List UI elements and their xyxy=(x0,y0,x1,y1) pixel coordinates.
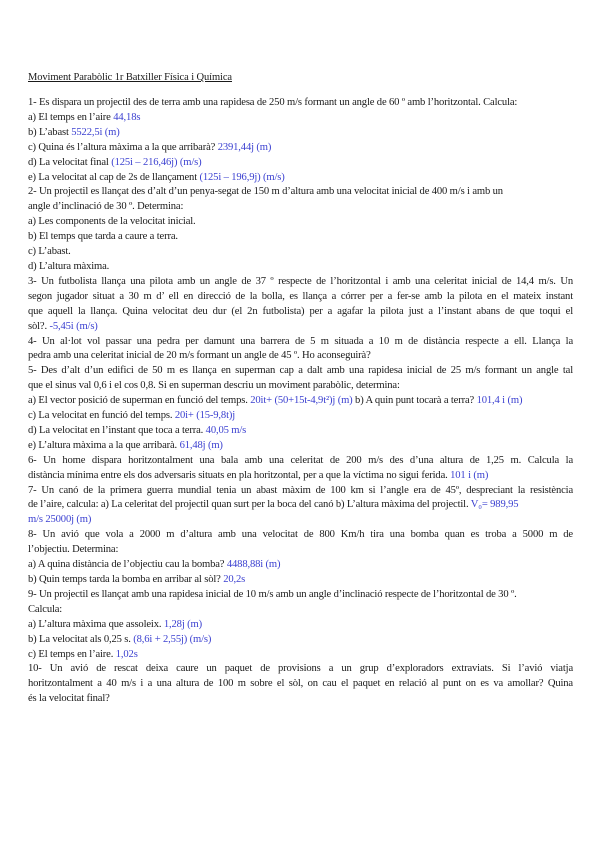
line-text: 10- Un avió de rescat deixa caure un paquet de provisions a un grup d’exploradors extraviats. Si l’avió viatja xyxy=(28,663,573,675)
line-text: a) El temps en l’aire xyxy=(28,111,114,123)
document-title: Moviment Parabòlic 1r Batxiller Física i Química xyxy=(28,72,232,83)
answer-text: 2391,44j (m) xyxy=(217,141,272,153)
answer-text: 5522,5i (m) xyxy=(71,126,120,138)
text-line xyxy=(28,230,573,245)
line-text: l’objectiu. Determina: xyxy=(28,544,119,556)
line-text: horitzontalment a 40 m/s i a una altura de 100 m sobre el sòl, on cau el paquet en relació al punt on es va amollar? Quina xyxy=(28,678,573,690)
text-line xyxy=(28,618,573,633)
text-line xyxy=(28,171,573,186)
answer-text: 61,48j (m) xyxy=(179,439,223,451)
line-text: c) Quina és l’altura màxima a la que arribarà? xyxy=(28,141,218,153)
text-line xyxy=(28,469,573,484)
text-line xyxy=(28,498,573,513)
line-text: e) L’altura màxima a la que arribarà. xyxy=(28,439,180,451)
line-text: b) La velocitat als 0,25 s. xyxy=(28,633,134,645)
line-text: distància mínima entre els dos adversaris situats en pla horitzontal, per a que la víctima no sigui ferida. xyxy=(28,469,451,481)
text-line xyxy=(28,454,573,469)
line-text: és la velocitat final? xyxy=(28,693,110,705)
answer-text: 101 i (m) xyxy=(450,469,489,481)
text-line xyxy=(28,394,573,409)
text-line xyxy=(28,335,573,350)
text-line xyxy=(28,513,573,528)
line-text: 7- Un canó de la primera guerra mundial tenia un abast màxim de 100 km si l’angle era de 45º, despreciant la resistència xyxy=(28,484,573,496)
text-line xyxy=(28,424,573,439)
answer-text: 20i+ (15-9,8t)j xyxy=(174,410,236,422)
text-line xyxy=(28,349,573,364)
line-text: que aquell la llança. Quina velocitat deu dur (el 2n futbolista) per a agafar la pilota just a l’instant abans de que toqui el xyxy=(28,305,573,317)
line-text: 4- Un al·lot vol passar una pedra per damunt una barrera de 5 m situada a 10 m de distància respecte a ell. Llança la xyxy=(28,335,573,347)
line-text: a) Les components de la velocitat inicial. xyxy=(28,216,196,228)
text-line xyxy=(28,677,573,692)
text-line xyxy=(28,245,573,260)
text-line xyxy=(28,96,573,111)
text-line xyxy=(28,305,573,320)
answer-text: (8,6i + 2,55j) (m/s) xyxy=(133,633,212,645)
line-text: 1- Es dispara un projectil des de terra amb una rapidesa de 250 m/s formant un angle de 60 º amb l’horitzontal. Calcula: xyxy=(28,97,518,108)
line-text: d) L’altura màxima. xyxy=(28,260,110,272)
line-text: de l’aire, calcula: a) La celeritat del projectil quan surt per la boca del canó b) L’altura màxima del projectil. xyxy=(28,499,471,511)
line-text: b) Quin temps tarda la bomba en arribar al sòl? xyxy=(28,574,224,585)
text-line xyxy=(28,200,573,215)
text-line xyxy=(28,364,573,379)
line-text: segon jugador situat a 30 m d’ ell en direcció de la bolla, es llança a córrer per a fer-se amb la pilota en el mateix instant xyxy=(28,290,573,302)
line-text: 6- Un home dispara horitzontalment una bala amb una celeritat de 200 m/s des d’una altura de 1,25 m. Calcula la xyxy=(28,454,573,466)
text-line xyxy=(28,692,573,707)
text-line xyxy=(28,185,573,200)
line-text: d) La velocitat final xyxy=(28,156,112,168)
answer-text: m/s 25000j (m) xyxy=(28,514,92,526)
text-line xyxy=(28,156,573,171)
text-line xyxy=(28,275,573,290)
line-text: pedra amb una celeritat inicial de 20 m/s formant un angle de 45 º. Ho aconseguirà? xyxy=(28,350,371,362)
line-text: c) La velocitat en funció del temps. xyxy=(28,410,175,422)
line-text: 8- Un avió que vola a 2000 m d’altura amb una velocitat de 800 Km/h tira una bomba quan es troba a 5000 m de xyxy=(28,529,573,541)
line-text: 3- Un futbolista llança una pilota amb un angle de 37 º respecte de l’horitzontal i amb una celeritat inicial de 14,4 m/s. Un xyxy=(28,275,573,287)
line-text: b) L’abast xyxy=(28,126,72,138)
answer-text: 1,02s xyxy=(115,648,138,660)
line-text: c) El temps en l’aire. xyxy=(28,648,116,660)
answer-text: 4488,88i (m) xyxy=(226,559,281,571)
line-text: c) L’abast. xyxy=(28,246,71,258)
line-text: a) El vector posició de superman en funció del temps. xyxy=(28,395,251,407)
answer-text: 20it+ (50+15t-4,9t²)j (m) xyxy=(250,395,353,407)
exercise-list xyxy=(28,96,573,707)
line-text: b) A quin punt tocarà a terra? xyxy=(352,395,477,407)
line-text: b) El temps que tarda a caure a terra. xyxy=(28,231,178,243)
text-line xyxy=(28,379,573,394)
text-line xyxy=(28,320,573,335)
text-line xyxy=(28,573,573,588)
line-text: e) La velocitat al cap de 2s de llançament xyxy=(28,171,200,183)
line-text: que el sinus val 0,6 i el cos 0,8. Si en superman descriu un moviment parabòlic, determina: xyxy=(28,380,400,392)
answer-text: (125i – 196,9j) (m/s) xyxy=(199,171,285,183)
text-line xyxy=(28,633,573,648)
line-text: a) A quina distància de l’objectiu cau la bomba? xyxy=(28,559,227,571)
text-line xyxy=(28,588,573,603)
answer-text: -5,45i (m/s) xyxy=(49,320,98,332)
text-line xyxy=(28,439,573,454)
line-text: Calcula: xyxy=(28,603,63,615)
text-line xyxy=(28,528,573,543)
answer-text: (125i – 216,46j) (m/s) xyxy=(111,156,202,168)
line-text: 9- Un projectil es llançat amb una rapidesa inicial de 10 m/s amb un angle d’inclinació respecte de l’horitzontal de 30 º. xyxy=(28,588,517,600)
text-line xyxy=(28,662,573,677)
text-line xyxy=(28,603,573,618)
text-line xyxy=(28,111,573,126)
text-line xyxy=(28,558,573,573)
answer-text: 1,28j (m) xyxy=(163,618,202,630)
text-line xyxy=(28,126,573,141)
text-line xyxy=(28,648,573,663)
text-line xyxy=(28,260,573,275)
answer-text: 20,2s xyxy=(223,574,246,585)
text-line xyxy=(28,141,573,156)
text-line xyxy=(28,409,573,424)
text-line xyxy=(28,215,573,230)
text-line xyxy=(28,290,573,305)
line-text: angle d’inclinació de 30 º. Determina: xyxy=(28,201,184,213)
answer-text: V₀= 989,95 xyxy=(470,499,519,511)
answer-text: 40,05 m/s xyxy=(205,424,247,436)
answer-text: 101,4 i (m) xyxy=(476,395,523,407)
line-text: 5- Des d’alt d’un edifici de 50 m es llança en superman cap a dalt amb una rapidesa inicial de 25 m/s formant un angle tal xyxy=(28,365,573,377)
answer-text: 44,18s xyxy=(113,111,141,123)
line-text: 2- Un projectil es llançat des d’alt d’un penya-segat de 150 m d’altura amb una velocitat inicial de 400 m/s i amb un xyxy=(28,186,503,198)
line-text: d) La velocitat en l’instant que toca a terra. xyxy=(28,424,206,436)
line-text: a) L’altura màxima que assoleix. xyxy=(28,618,164,630)
text-line xyxy=(28,484,573,499)
text-line xyxy=(28,543,573,558)
line-text: sòl?. xyxy=(28,320,50,332)
